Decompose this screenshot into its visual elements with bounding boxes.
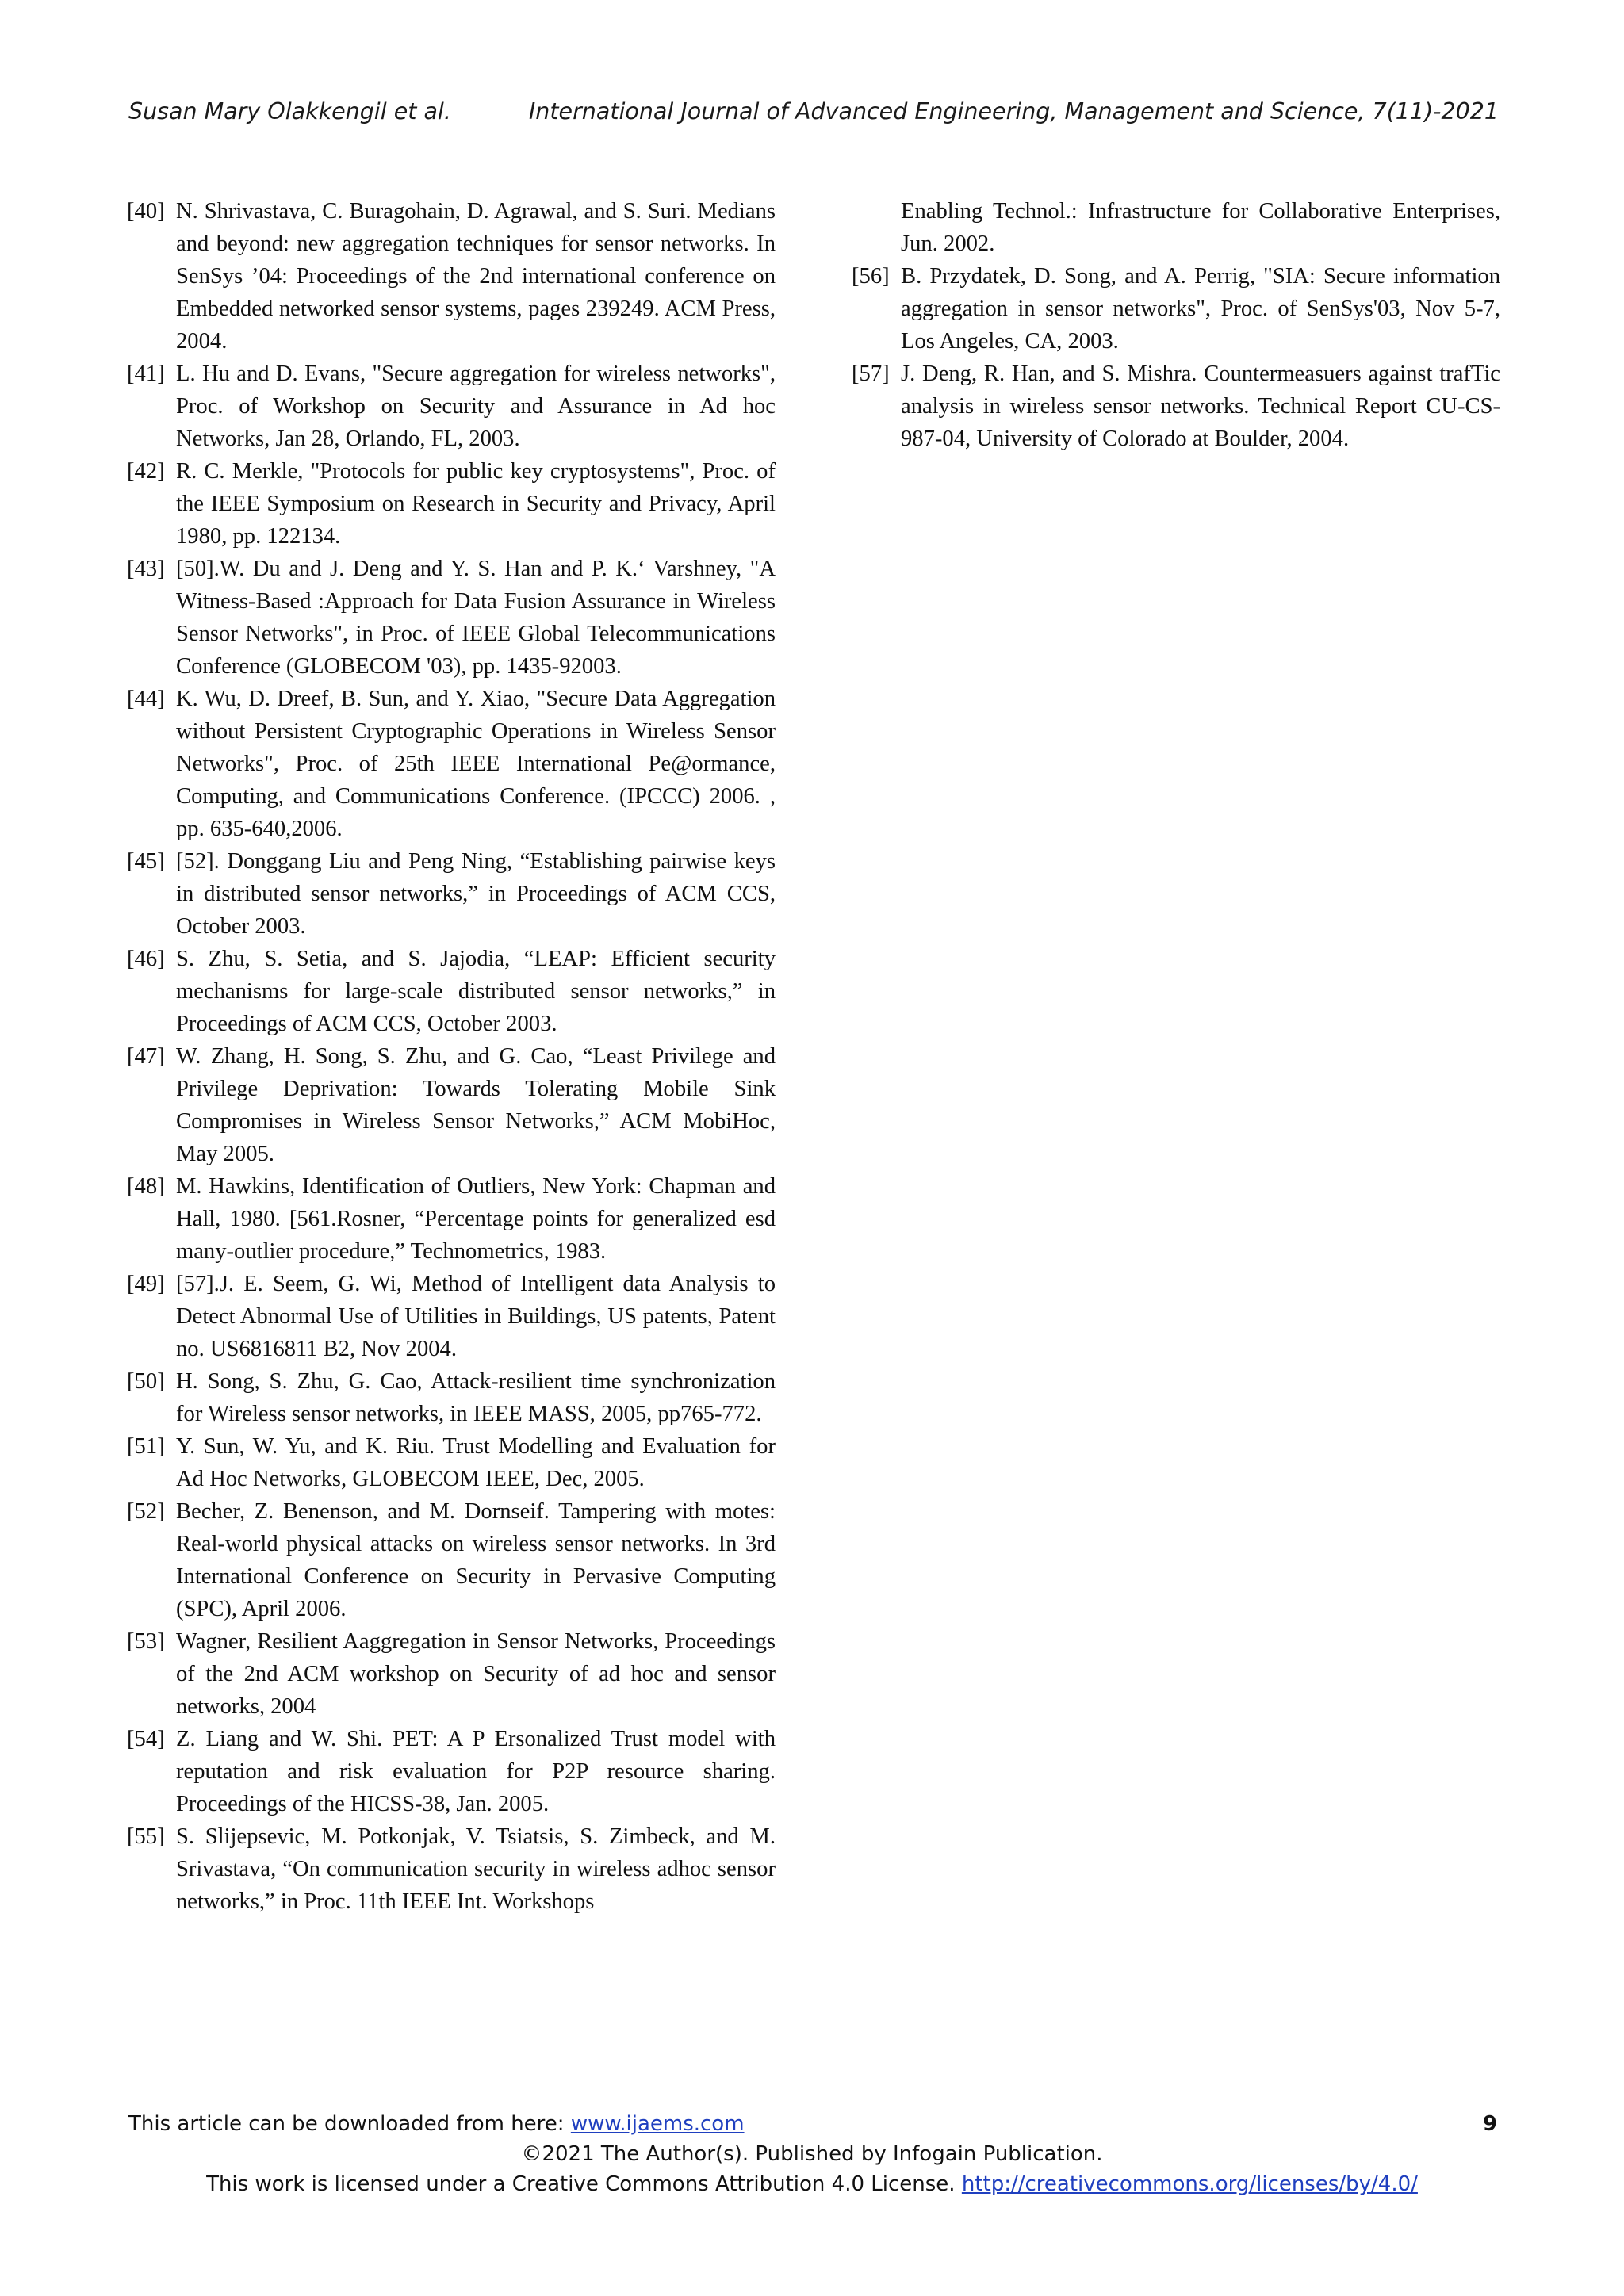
reference-text: Y. Sun, W. Yu, and K. Riu. Trust Modelling and Evaluation for Ad Hoc Networks, GLOBECOM IEEE, Dec, 2005. <box>176 1434 776 1491</box>
reference-item <box>127 1625 776 1723</box>
reference-text: S. Zhu, S. Setia, and S. Jajodia, “LEAP: Efficient security mechanisms for large-scale distributed sensor networks,” in Proceedings of ACM CCS, October 2003. <box>176 947 776 1036</box>
reference-text: Z. Liang and W. Shi. PET: A P Ersonalized Trust model with reputation and risk evaluation for P2P resource sharing. Proceedings of the HICSS-38, Jan. 2005. <box>176 1727 776 1816</box>
reference-text: [52]. Donggang Liu and Peng Ning, “Establishing pairwise keys in distributed sensor networks,” in Proceedings of ACM CCS, October 2003. <box>176 849 776 939</box>
reference-text: Becher, Z. Benenson, and M. Dornseif. Tampering with motes: Real-world physical attacks on wireless sensor networks. In 3rd International Conference on Security in Pervasive Computing (SPC), April 2006. <box>176 1499 776 1621</box>
reference-text: [50].W. Du and J. Deng and Y. S. Han and P. K.‘ Varshney, "A Witness-Based :Approach for Data Fusion Assurance in Wireless Sensor Networks", in Proc. of IEEE Global Telecommunications Conference (GLOBECOM '03), pp. 1435-92003. <box>176 557 776 679</box>
reference-number: [43] <box>127 557 165 581</box>
reference-text: J. Deng, R. Han, and S. Mishra. Countermeasuers against trafTic analysis in wireless sensor networks. Technical Report CU-CS-987-04, University of Colorado at Boulder, 2004. <box>901 362 1500 451</box>
reference-text: L. Hu and D. Evans, "Secure aggregation for wireless networks", Proc. of Workshop on Security and Assurance in Ad hoc Networks, Jan 28, Orlando, FL, 2003. <box>176 362 776 451</box>
reference-number: [42] <box>127 459 165 484</box>
reference-continuation: Enabling Technol.: Infrastructure for Collaborative Enterprises, Jun. 2002. <box>901 199 1500 256</box>
reference-item <box>127 1430 776 1495</box>
reference-text: Wagner, Resilient Aaggregation in Sensor Networks, Proceedings of the 2nd ACM workshop on Security of ad hoc and sensor networks, 2004 <box>176 1629 776 1719</box>
references-left-column <box>127 195 776 1918</box>
reference-number: [44] <box>127 687 165 711</box>
reference-item <box>127 195 776 358</box>
reference-number: [53] <box>127 1629 165 1654</box>
reference-item <box>127 1495 776 1625</box>
reference-text: H. Song, S. Zhu, G. Cao, Attack-resilient time synchronization for Wireless sensor networks, in IEEE MASS, 2005, pp765-772. <box>176 1369 776 1426</box>
footer-copyright: ©2021 The Author(s). Published by Infogain Publication. <box>521 2142 1103 2166</box>
running-header <box>128 98 1499 130</box>
reference-number: [46] <box>127 947 165 971</box>
reference-number: [56] <box>852 264 890 289</box>
reference-text: R. C. Merkle, "Protocols for public key cryptosystems", Proc. of the IEEE Symposium on Research in Security and Privacy, April 1980, pp. 122134. <box>176 459 776 549</box>
reference-number: [40] <box>127 199 165 224</box>
reference-item <box>127 553 776 683</box>
reference-text: M. Hawkins, Identification of Outliers, New York: Chapman and Hall, 1980. [561.Rosner, “Percentage points for generalized esd many-outlier procedure,” Technometrics, 1983. <box>176 1174 776 1264</box>
header-journal: International Journal of Advanced Engineering, Management and Science, 7(11)-2021 <box>528 98 1499 124</box>
reference-number: [50] <box>127 1369 165 1394</box>
reference-number: [48] <box>127 1174 165 1199</box>
reference-item <box>852 358 1500 455</box>
reference-item <box>127 943 776 1040</box>
reference-text: K. Wu, D. Dreef, B. Sun, and Y. Xiao, "Secure Data Aggregation without Persistent Cryptographic Operations in Wireless Sensor Networks", Proc. of 25th IEEE International Pe@ormance, Computing, and Communications Conference. (IPCCC) 2006. , pp. 635-640,2006. <box>176 687 776 841</box>
reference-item <box>127 1040 776 1170</box>
reference-number: [41] <box>127 362 165 386</box>
reference-item <box>127 845 776 943</box>
journal-website-link[interactable]: www.ijaems.com <box>570 2112 745 2136</box>
reference-number: [55] <box>127 1824 165 1849</box>
footer-download-text: This article can be downloaded from here: <box>128 2112 571 2136</box>
reference-number: [49] <box>127 1272 165 1296</box>
reference-item <box>127 358 776 455</box>
references-right-column <box>852 195 1500 455</box>
reference-item <box>127 1723 776 1820</box>
reference-item <box>852 260 1500 358</box>
footer-license-text: This work is licensed under a Creative Commons Attribution 4.0 License. <box>206 2172 962 2196</box>
reference-text: N. Shrivastava, C. Buragohain, D. Agrawal, and S. Suri. Medians and beyond: new aggregation techniques for sensor networks. In SenSys ’04: Proceedings of the 2nd international conference on Embedded networked sensor systems, pages 239249. ACM Press, 2004. <box>176 199 776 354</box>
reference-item <box>127 1820 776 1918</box>
reference-number: [52] <box>127 1499 165 1524</box>
license-link[interactable]: http://creativecommons.org/licenses/by/4.0/ <box>961 2172 1418 2196</box>
reference-number: [57] <box>852 362 890 386</box>
reference-text: [57].J. E. Seem, G. Wi, Method of Intelligent data Analysis to Detect Abnormal Use of Utilities in Buildings, US patents, Patent no. US6816811 B2, Nov 2004. <box>176 1272 776 1361</box>
page-number: 9 <box>1482 2112 1497 2136</box>
reference-item <box>127 1268 776 1365</box>
reference-number: [51] <box>127 1434 165 1459</box>
footer-download-line <box>128 2109 745 2139</box>
reference-number: [54] <box>127 1727 165 1751</box>
reference-item <box>127 455 776 553</box>
reference-item <box>127 683 776 845</box>
reference-item <box>127 1365 776 1430</box>
reference-text: S. Slijepsevic, M. Potkonjak, V. Tsiatsis, S. Zimbeck, and M. Srivastava, “On communication security in wireless adhoc sensor networks,” in Proc. 11th IEEE Int. Workshops <box>176 1824 776 1914</box>
footer-license-line <box>0 2169 1624 2199</box>
reference-number: [45] <box>127 849 165 874</box>
header-author: Susan Mary Olakkengil et al. <box>128 98 451 124</box>
reference-item <box>127 1170 776 1268</box>
reference-text: B. Przydatek, D. Song, and A. Perrig, "SIA: Secure information aggregation in sensor networks", Proc. of SenSys'03, Nov 5-7, Los Angeles, CA, 2003. <box>901 264 1500 354</box>
reference-number: [47] <box>127 1044 165 1069</box>
reference-text: W. Zhang, H. Song, S. Zhu, and G. Cao, “Least Privilege and Privilege Deprivation: Towards Tolerating Mobile Sink Compromises in Wireless Sensor Networks,” ACM MobiHoc, May 2005. <box>176 1044 776 1166</box>
